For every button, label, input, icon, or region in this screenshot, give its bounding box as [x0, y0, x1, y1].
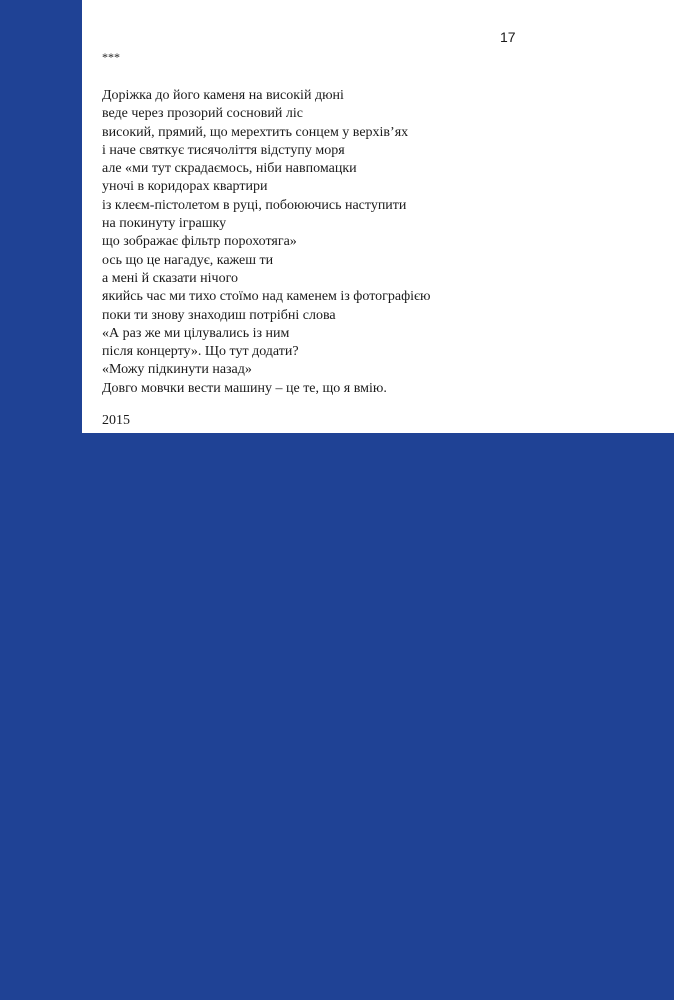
poem-line: що зображає фільтр порохотяга»: [102, 234, 297, 250]
poem-line: Доріжка до його каменя на високій дюні: [102, 88, 344, 103]
poem-line: на покинуту іграшку: [102, 216, 227, 232]
poem-line: Довго мовчки вести машину – це те, що я вмію.: [102, 380, 387, 396]
poem-line: але «ми тут скрадаємось, ніби навпомацки: [102, 161, 357, 177]
poem-line: і наче святкує тисячоліття відступу моря: [102, 142, 345, 158]
poem-body: [102, 87, 431, 398]
section-separator: ***: [102, 50, 120, 64]
poem-line: із клеєм-пістолетом в руці, побоюючись наступити: [102, 197, 407, 213]
poem-year: 2015: [102, 413, 130, 428]
page-number: 17: [500, 29, 516, 45]
poem-line: «Можу підкинути назад»: [102, 362, 252, 378]
poem-line: якийсь час ми тихо стоїмо над каменем із фотографією: [102, 289, 431, 305]
poem-line: поки ти знову знаходиш потрібні слова: [102, 307, 336, 323]
poem-line: ось що це нагадує, кажеш ти: [102, 252, 274, 268]
poem-line: веде через прозорий сосновий ліс: [102, 106, 303, 122]
poem-line: високий, прямий, що мерехтить сонцем у верхів’ях: [102, 124, 409, 140]
poem-line: а мені й сказати нічого: [102, 270, 238, 286]
book-page: [82, 0, 674, 433]
poem-line: «А раз же ми цілувались із ним: [102, 325, 290, 341]
poem-line: після концерту». Що тут додати?: [102, 344, 299, 360]
poem-line: уночі в коридорах квартири: [102, 179, 268, 195]
